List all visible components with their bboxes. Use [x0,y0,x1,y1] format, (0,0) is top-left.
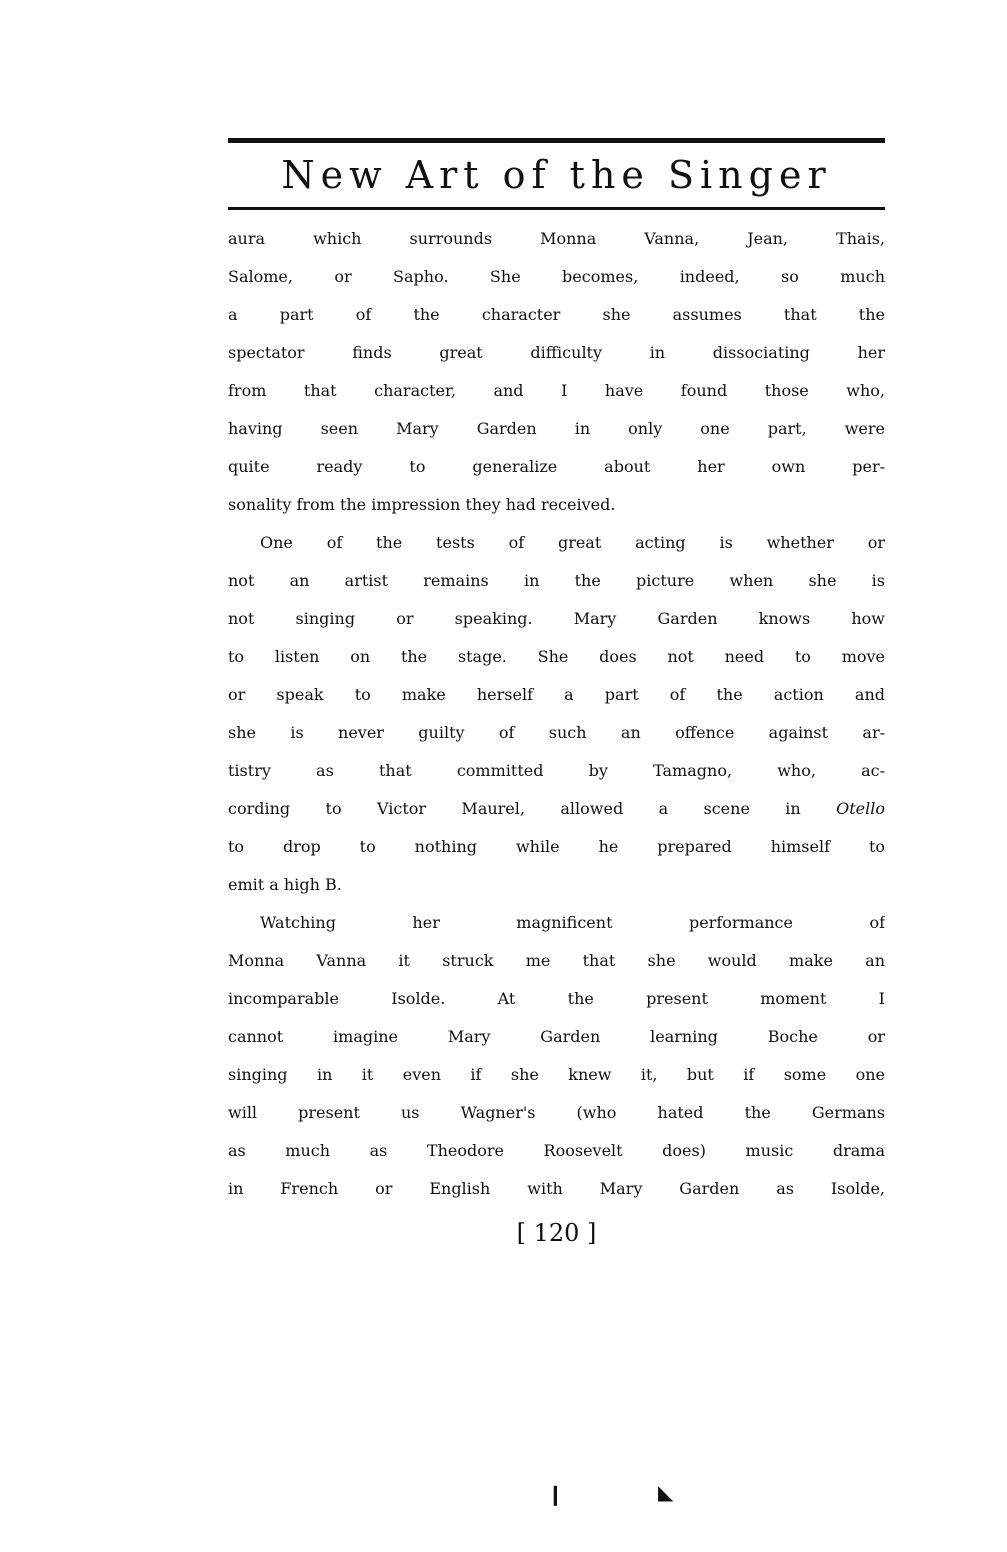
page-number: [ 120 ] [516,1219,597,1247]
text-line: cannot imagine Mary Garden learning Boche or [228,1027,885,1046]
text-line: emit a high B. [228,875,342,894]
text-line: One of the tests of great acting is whether or [260,533,885,552]
text-line: spectator finds great difficulty in dissociating her [228,343,885,362]
text-line: she is never guilty of such an offence against ar- [228,723,885,742]
text-line: to listen on the stage. She does not need to move [228,647,885,666]
paragraph [228,904,885,1208]
text-line: in French or English with Mary Garden as Isolde, [228,1179,885,1198]
body-text [228,220,885,1208]
text-line: incomparable Isolde. At the present moment I [228,989,885,1008]
text-line: Monna Vanna it struck me that she would make an [228,951,885,970]
text-line: as much as Theodore Roosevelt does) music drama [228,1141,885,1160]
text-line: tistry as that committed by Tamagno, who, ac- [228,761,885,780]
page-content [228,138,885,1252]
text-line: not singing or speaking. Mary Garden knows how [228,609,885,628]
scan-mark-left-icon: ❙ [547,1482,564,1506]
text-line: or speak to make herself a part of the action and [228,685,885,704]
running-head: New Art of the Singer [281,153,832,197]
paragraph [228,524,885,904]
italic-title: Otello [836,799,885,818]
text-line: singing in it even if she knew it, but if some one [228,1065,885,1084]
text-line-with-italic [228,790,885,828]
text-line: not an artist remains in the picture when she is [228,571,885,590]
text-line: having seen Mary Garden in only one part, were [228,419,885,438]
text-line: Salome, or Sapho. She becomes, indeed, so much [228,267,885,286]
text-line: sonality from the impression they had received. [228,495,616,514]
paragraph [228,220,885,524]
text-line: from that character, and I have found those who, [228,381,885,400]
header-rule-bottom [228,207,885,210]
text-line: quite ready to generalize about her own per- [228,457,885,476]
text-line: to drop to nothing while he prepared himself to [228,837,885,856]
text-line: will present us Wagner's (who hated the Germans [228,1103,885,1122]
text-line: a part of the character she assumes that the [228,305,885,324]
scan-mark-right-icon: ◣ [658,1480,674,1504]
text-line: aura which surrounds Monna Vanna, Jean, Thais, [228,229,885,248]
text-line: Watching her magnificent performance of [260,913,885,932]
text-segment: cording to Victor Maurel, allowed a scene in [228,799,801,818]
